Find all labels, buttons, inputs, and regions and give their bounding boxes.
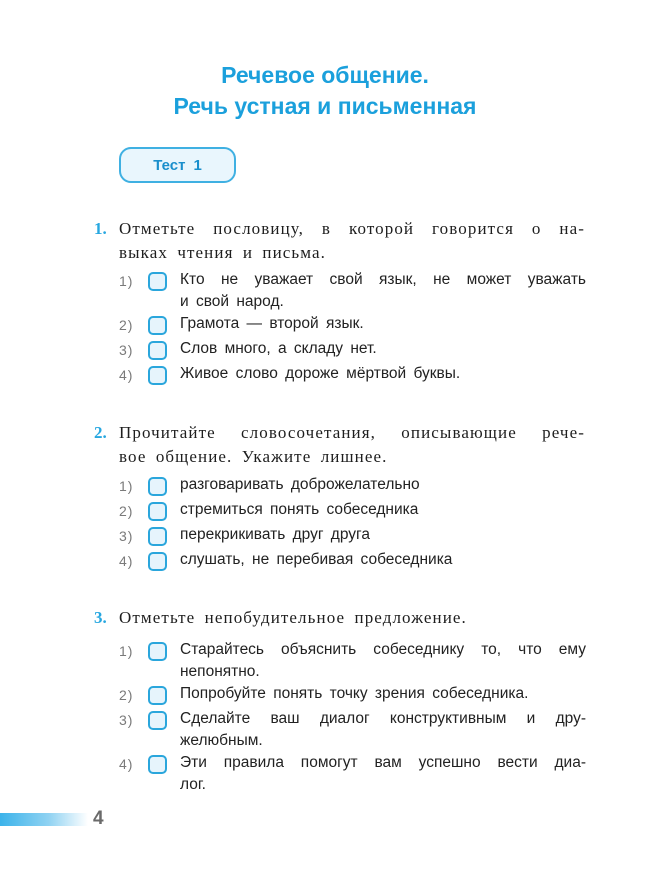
answer-checkbox[interactable] — [148, 477, 167, 496]
option-text-line: непонятно. — [180, 663, 260, 680]
question-number: 3. — [94, 608, 107, 627]
option-text — [180, 269, 586, 313]
page-title — [0, 60, 650, 122]
option-text-line: желюбным. — [180, 732, 263, 749]
option-text — [180, 363, 586, 385]
option-text — [180, 683, 586, 705]
option-text — [180, 499, 586, 521]
answer-checkbox[interactable] — [148, 755, 167, 774]
option-text-line: и свой народ. — [180, 293, 284, 310]
answer-checkbox[interactable] — [148, 502, 167, 521]
option-number: 2) — [119, 317, 134, 333]
option-text-line: перекрикивать друг друга — [180, 526, 370, 543]
question-text — [119, 217, 585, 265]
answer-checkbox[interactable] — [148, 642, 167, 661]
option-text-line: Кто не уважает свой язык, не может уважать — [180, 271, 586, 288]
question-text-line: вое общение. Укажите лишнее. — [119, 447, 388, 466]
question-text-line: Отметьте непобудительное предложение. — [119, 608, 467, 627]
question-number: 1. — [94, 219, 107, 238]
question-text — [119, 606, 585, 630]
answer-checkbox[interactable] — [148, 366, 167, 385]
option-number: 1) — [119, 478, 134, 494]
option-text — [180, 313, 586, 335]
question-text — [119, 421, 585, 469]
title-line-1: Речевое общение. — [221, 62, 429, 88]
option-number: 1) — [119, 273, 134, 289]
option-text — [180, 708, 586, 752]
page-number: 4 — [93, 808, 104, 829]
question-text-line: Отметьте пословицу, в которой говорится о на- — [119, 219, 585, 238]
answer-checkbox[interactable] — [148, 527, 167, 546]
option-number: 1) — [119, 643, 134, 659]
option-text — [180, 338, 586, 360]
option-number: 3) — [119, 342, 134, 358]
option-text-line: Сделайте ваш диалог конструктивным и дру- — [180, 710, 586, 727]
answer-checkbox[interactable] — [148, 711, 167, 730]
option-text-line: Грамота — второй язык. — [180, 315, 364, 332]
option-text — [180, 639, 586, 683]
option-text-line: разговаривать доброжелательно — [180, 476, 420, 493]
question-text-line: Прочитайте словосочетания, описывающие рече- — [119, 423, 585, 442]
test-badge — [119, 147, 236, 183]
option-text-line: лог. — [180, 776, 206, 793]
test-label: Тест — [153, 156, 186, 174]
title-line-2: Речь устная и письменная — [173, 93, 477, 119]
option-text-line: Старайтесь объяснить собеседнику то, что ему — [180, 641, 586, 658]
answer-checkbox[interactable] — [148, 552, 167, 571]
option-text-line: Эти правила помогут вам успешно вести диа- — [180, 754, 586, 771]
option-text — [180, 474, 586, 496]
option-number: 3) — [119, 528, 134, 544]
answer-checkbox[interactable] — [148, 316, 167, 335]
option-number: 2) — [119, 503, 134, 519]
option-text-line: Живое слово дороже мёртвой буквы. — [180, 365, 461, 382]
answer-checkbox[interactable] — [148, 686, 167, 705]
option-number: 4) — [119, 553, 134, 569]
option-number: 2) — [119, 687, 134, 703]
page-footer-bar — [0, 813, 88, 826]
option-number: 4) — [119, 756, 134, 772]
question-text-line: выках чтения и письма. — [119, 243, 327, 262]
test-number: 1 — [193, 156, 202, 174]
option-text-line: стремиться понять собеседника — [180, 501, 419, 518]
option-text — [180, 752, 586, 796]
question-number: 2. — [94, 423, 107, 442]
answer-checkbox[interactable] — [148, 341, 167, 360]
option-text — [180, 524, 586, 546]
option-number: 3) — [119, 712, 134, 728]
option-number: 4) — [119, 367, 134, 383]
option-text — [180, 549, 586, 571]
answer-checkbox[interactable] — [148, 272, 167, 291]
option-text-line: Слов много, а складу нет. — [180, 340, 377, 357]
option-text-line: Попробуйте понять точку зрения собеседника. — [180, 685, 529, 702]
option-text-line: слушать, не перебивая собеседника — [180, 551, 453, 568]
